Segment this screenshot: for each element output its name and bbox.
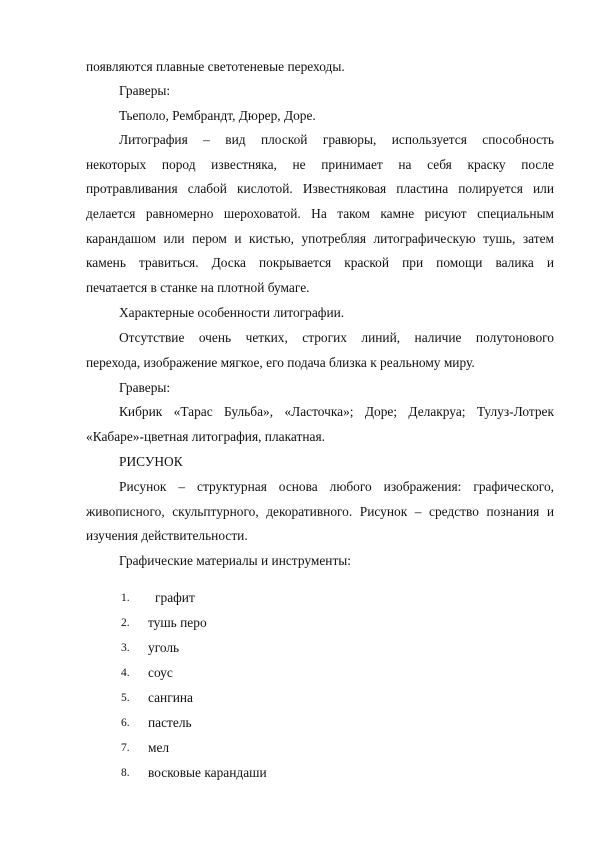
paragraph-line: Рисунок – структурная основа любого изображения: графического,	[119, 479, 554, 494]
paragraph-line: изучения действительности.	[86, 528, 248, 543]
paragraph-line: протравливания слабой кислотой. Известняковая пластина полируется или	[86, 181, 554, 196]
paragraph-line: некоторых пород известняка, не принимает на себя краску после	[86, 157, 554, 172]
list-item: восковые карандаши	[148, 765, 267, 780]
paragraph-line: Граверы:	[119, 380, 171, 395]
paragraph-line: печатается в станке на плотной бумаге.	[86, 280, 310, 295]
paragraph-line: появляются плавные светотеневые переходы.	[86, 59, 345, 74]
paragraph-line: Литография – вид плоской гравюры, используется способность	[119, 132, 554, 147]
paragraph-line: живописного, скульптурного, декоративного. Рисунок – средство познания и	[86, 504, 554, 519]
paragraph-line: Граверы:	[119, 83, 171, 98]
paragraph-line: «Кабаре»-цветная литография, плакатная.	[86, 429, 325, 444]
list-item: тушь перо	[148, 615, 207, 630]
paragraph-line: Отсутствие очень четких, строгих линий, наличие полутонового	[119, 330, 554, 345]
list-item-number: 3.	[121, 642, 130, 654]
section-heading: РИСУНОК	[119, 454, 183, 469]
paragraph-line: делается равномерно шероховатой. На таком камне рисуют специальным	[86, 206, 554, 221]
list-item-number: 7.	[121, 742, 130, 754]
paragraph-line: Графические материалы и инструменты:	[119, 553, 352, 568]
list-item-number: 8.	[121, 767, 130, 779]
list-item-number: 1.	[121, 592, 130, 604]
paragraph-line: Характерные особенности литографии.	[119, 305, 345, 320]
list-item-number: 5.	[121, 692, 130, 704]
list-item: графит	[155, 590, 195, 605]
list-item-number: 2.	[121, 617, 130, 629]
paragraph-line: Тьеполо, Рембрандт, Дюрер, Доре.	[119, 108, 316, 123]
list-item: пастель	[148, 715, 192, 730]
paragraph-line: перехода, изображение мягкое, его подача близка к реальному миру.	[86, 355, 475, 370]
paragraph-line: камень травиться. Доска покрывается краской при помощи валика и	[86, 255, 554, 270]
list-item-number: 4.	[121, 667, 130, 679]
list-item: соус	[148, 665, 173, 680]
paragraph-line: Кибрик «Тарас Бульба», «Ласточка»; Доре; Делакруа; Тулуз-Лотрек	[119, 404, 554, 419]
list-item-number: 6.	[121, 717, 130, 729]
paragraph-line: карандашом или пером и кистью, употребляя литографическую тушь, затем	[86, 231, 554, 246]
list-item: мел	[148, 740, 170, 755]
list-item: сангина	[148, 690, 193, 705]
list-item: уголь	[148, 640, 180, 655]
